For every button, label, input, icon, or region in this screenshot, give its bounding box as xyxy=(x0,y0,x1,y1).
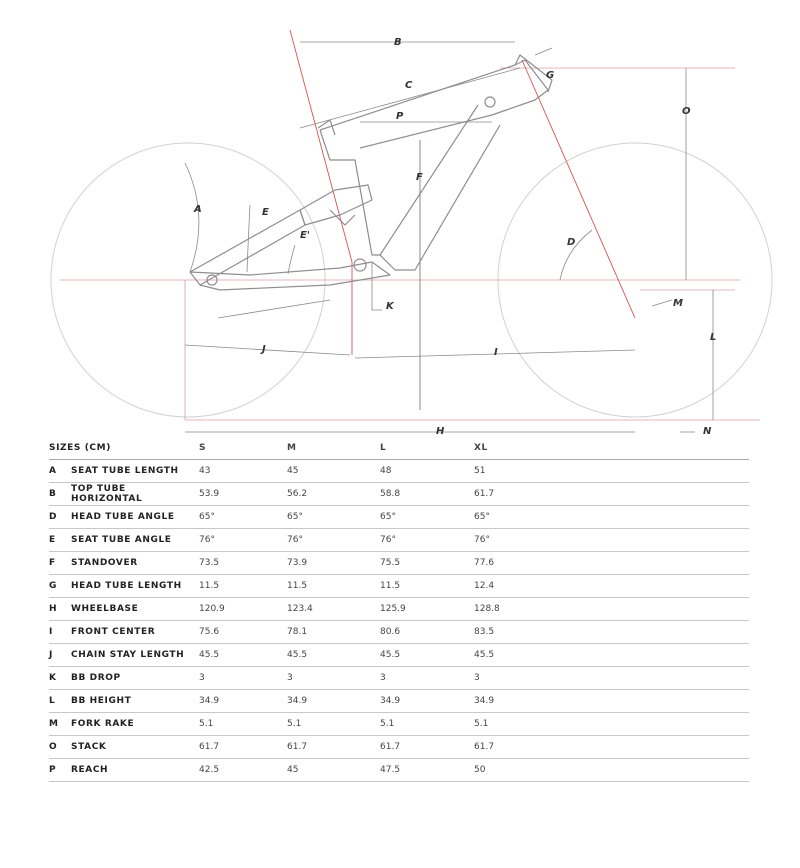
row-letter: O xyxy=(49,742,57,752)
row-value: 11.5 xyxy=(380,581,401,591)
label-K: K xyxy=(386,301,394,312)
row-letter: I xyxy=(49,627,53,637)
size-header-l: L xyxy=(380,443,387,453)
row-value: 45.5 xyxy=(287,650,308,660)
row-value: 73.5 xyxy=(199,558,220,568)
label-C: C xyxy=(405,80,413,91)
row-name: SEAT TUBE LENGTH xyxy=(71,466,179,476)
label-D: D xyxy=(567,237,576,248)
row-value: 11.5 xyxy=(199,581,220,591)
row-value: 83.5 xyxy=(474,627,495,637)
table-row xyxy=(49,460,749,483)
row-value: 65° xyxy=(287,512,303,522)
row-value: 5.1 xyxy=(474,719,489,729)
table-row xyxy=(49,506,749,529)
label-O: O xyxy=(682,106,691,117)
label-B: B xyxy=(394,37,402,48)
table-row xyxy=(49,529,749,552)
row-name: BB HEIGHT xyxy=(71,696,132,706)
size-header-m: M xyxy=(287,443,297,453)
label-I: I xyxy=(494,347,498,358)
row-letter: E xyxy=(49,535,56,545)
size-header-s: S xyxy=(199,443,207,453)
row-value: 45.5 xyxy=(474,650,495,660)
row-value: 51 xyxy=(474,466,486,476)
row-value: 48 xyxy=(380,466,392,476)
row-value: 5.1 xyxy=(380,719,395,729)
row-name: SEAT TUBE ANGLE xyxy=(71,535,172,545)
row-name: STACK xyxy=(71,742,107,752)
row-value: 76° xyxy=(199,535,215,545)
row-value: 123.4 xyxy=(287,604,313,614)
table-row xyxy=(49,575,749,598)
label-H: H xyxy=(436,426,445,437)
table-row xyxy=(49,552,749,575)
row-value: 34.9 xyxy=(287,696,308,706)
label-E: E xyxy=(262,207,269,218)
row-value: 34.9 xyxy=(474,696,495,706)
label-L: L xyxy=(710,332,717,343)
table-body xyxy=(49,460,749,782)
row-letter: A xyxy=(49,466,56,476)
row-value: 50 xyxy=(474,765,486,775)
row-name: FORK RAKE xyxy=(71,719,135,729)
table-row xyxy=(49,759,749,782)
row-value: 77.6 xyxy=(474,558,495,568)
row-value: 3 xyxy=(380,673,386,683)
size-header-xl: XL xyxy=(474,443,488,453)
row-value: 78.1 xyxy=(287,627,308,637)
row-value: 12.4 xyxy=(474,581,495,591)
dimension-lines xyxy=(185,42,713,432)
row-value: 65° xyxy=(474,512,490,522)
row-value: 73.9 xyxy=(287,558,308,568)
table-row xyxy=(49,667,749,690)
label-J: J xyxy=(262,344,266,355)
row-value: 58.8 xyxy=(380,489,401,499)
table-row xyxy=(49,736,749,759)
row-letter: B xyxy=(49,489,56,499)
row-value: 5.1 xyxy=(199,719,214,729)
row-value: 61.7 xyxy=(199,742,220,752)
row-letter: K xyxy=(49,673,56,683)
table-row xyxy=(49,598,749,621)
geometry-table xyxy=(49,437,749,782)
row-value: 47.5 xyxy=(380,765,401,775)
reference-lines xyxy=(60,68,760,420)
row-value: 34.9 xyxy=(199,696,220,706)
label-N: N xyxy=(703,426,712,437)
row-letter: J xyxy=(49,650,53,660)
row-value: 76° xyxy=(380,535,396,545)
row-name: HEAD TUBE LENGTH xyxy=(71,581,182,591)
row-value: 80.6 xyxy=(380,627,401,637)
row-value: 3 xyxy=(287,673,293,683)
row-value: 11.5 xyxy=(287,581,308,591)
row-letter: P xyxy=(49,765,56,775)
row-letter: F xyxy=(49,558,56,568)
row-letter: L xyxy=(49,696,55,706)
row-value: 53.9 xyxy=(199,489,220,499)
row-value: 45.5 xyxy=(380,650,401,660)
row-value: 65° xyxy=(199,512,215,522)
row-value: 75.6 xyxy=(199,627,220,637)
row-value: 3 xyxy=(474,673,480,683)
row-letter: H xyxy=(49,604,57,614)
row-value: 125.9 xyxy=(380,604,406,614)
bike-frame xyxy=(190,55,555,290)
row-value: 120.9 xyxy=(199,604,225,614)
row-value: 43 xyxy=(199,466,211,476)
row-value: 75.5 xyxy=(380,558,401,568)
table-row xyxy=(49,483,749,506)
label-M: M xyxy=(673,298,683,309)
table-row xyxy=(49,690,749,713)
row-name: FRONT CENTER xyxy=(71,627,156,637)
row-value: 65° xyxy=(380,512,396,522)
table-row xyxy=(49,621,749,644)
table-header xyxy=(49,437,749,460)
row-name: HEAD TUBE ANGLE xyxy=(71,512,175,522)
row-name: CHAIN STAY LENGTH xyxy=(71,650,185,660)
row-name: TOP TUBE HORIZONTAL xyxy=(71,484,143,504)
table-row xyxy=(49,713,749,736)
row-value: 76° xyxy=(474,535,490,545)
row-value: 3 xyxy=(199,673,205,683)
row-letter: D xyxy=(49,512,57,522)
label-E-prime: E' xyxy=(300,230,310,241)
row-value: 45 xyxy=(287,466,299,476)
row-value: 61.7 xyxy=(380,742,401,752)
label-F: F xyxy=(416,172,423,183)
row-letter: G xyxy=(49,581,57,591)
row-value: 45 xyxy=(287,765,299,775)
seat-tube-axis xyxy=(290,30,635,410)
row-value: 76° xyxy=(287,535,303,545)
row-value: 42.5 xyxy=(199,765,220,775)
row-name: REACH xyxy=(71,765,109,775)
row-value: 61.7 xyxy=(474,742,495,752)
header-label: SIZES (CM) xyxy=(49,443,111,453)
label-A: A xyxy=(194,204,202,215)
label-P: P xyxy=(396,111,404,122)
row-value: 56.2 xyxy=(287,489,308,499)
label-G: G xyxy=(546,70,555,81)
row-name: STANDOVER xyxy=(71,558,138,568)
row-name: BB DROP xyxy=(71,673,121,683)
row-letter: M xyxy=(49,719,58,729)
row-name: WHEELBASE xyxy=(71,604,139,614)
row-value: 128.8 xyxy=(474,604,500,614)
row-value: 5.1 xyxy=(287,719,302,729)
row-value: 61.7 xyxy=(474,489,495,499)
row-value: 34.9 xyxy=(380,696,401,706)
row-value: 61.7 xyxy=(287,742,308,752)
row-value: 45.5 xyxy=(199,650,220,660)
table-row xyxy=(49,644,749,667)
